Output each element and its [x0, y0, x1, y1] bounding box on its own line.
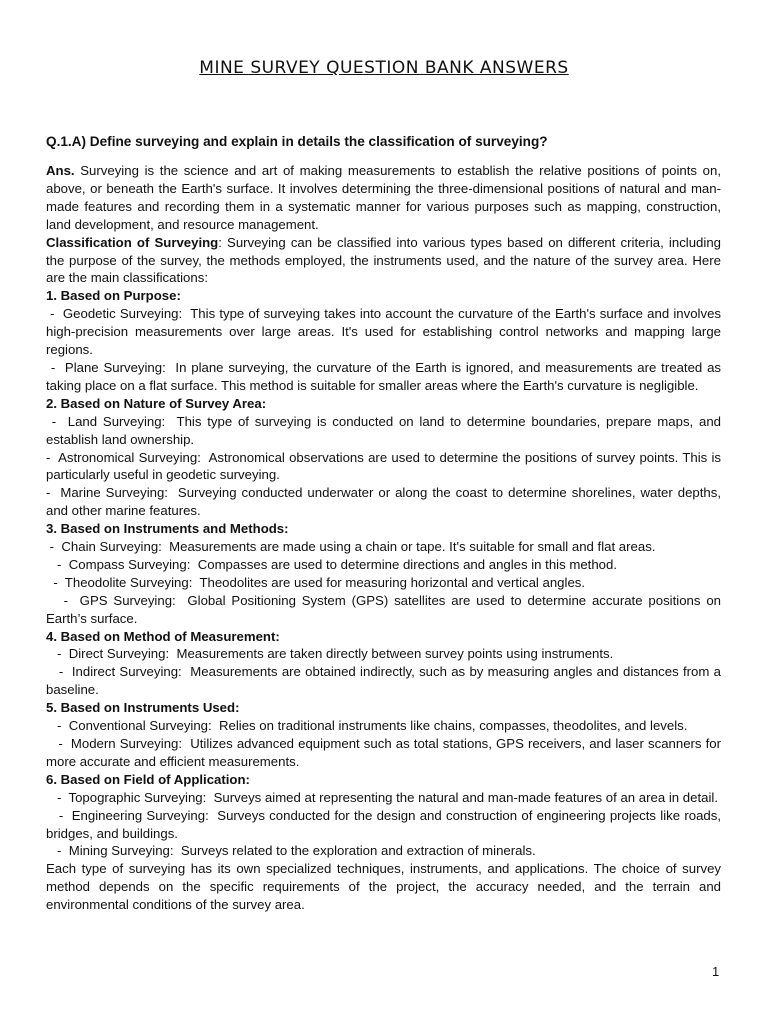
list-item: - Indirect Surveying: Measurements are obtained indirectly, such as by measuring angles and distances from a baseline.: [46, 664, 725, 698]
intro-paragraph: [46, 162, 721, 234]
conclusion-paragraph: Each type of surveying has its own specialized techniques, instruments, and applications. The choice of survey method depends on the specific requirements of the project, the accuracy needed, and the terrain and environmental conditions of the survey area.: [46, 861, 721, 913]
list-item: - Engineering Surveying: Surveys conducted for the design and construction of engineering projects like roads, bridges, and buildings.: [46, 807, 725, 841]
section-heading: 4. Based on Method of Measurement:: [46, 628, 280, 644]
page-number: 1: [712, 964, 720, 979]
list-item: - GPS Surveying: Global Positioning System (GPS) satellites are used to determine accurate positions on Earth’s surface.: [46, 592, 725, 626]
section-heading: 3. Based on Instruments and Methods:: [46, 521, 289, 537]
list-item: - Topographic Surveying: Surveys aimed at representing the natural and man-made features of an area in detail.: [46, 789, 718, 805]
answer-body: [46, 162, 725, 914]
classification-paragraph: [46, 234, 721, 288]
section-heading: 1. Based on Purpose:: [46, 288, 181, 304]
classification-text: : Surveying can be classified into various types based on different criteria, including the purpose of the survey, the methods employed, the instruments used, and the nature of the survey area. Here are the main classifications:: [46, 234, 721, 286]
list-item: - Marine Surveying: Surveying conducted underwater or along the coast to determine shorelines, water depths, and other marine features.: [46, 485, 725, 519]
list-item: - Plane Surveying: In plane surveying, the curvature of the Earth is ignored, and measurements are treated as taking place on a flat surface. This method is suitable for smaller areas where the Earth's curvature is negligible.: [46, 359, 725, 393]
list-item: - Compass Surveying: Compasses are used to determine directions and angles in this method.: [46, 556, 618, 572]
intro-text: Surveying is the science and art of making measurements to establish the relative positions of points on, above, or beneath the Earth's surface. It involves determining the three-dimensional positions of natural and man-made features and recording them in a systematic manner for various purposes such as mapping, construction, land development, and resource management.: [46, 163, 721, 232]
section-heading: 5. Based on Instruments Used:: [46, 700, 240, 716]
list-item: - Theodolite Surveying: Theodolites are used for measuring horizontal and vertical angles.: [46, 574, 586, 590]
list-item: - Mining Surveying: Surveys related to the exploration and extraction of minerals.: [46, 843, 536, 859]
list-item: - Land Surveying: This type of surveying is conducted on land to determine boundaries, prepare maps, and establish land ownership.: [46, 413, 725, 447]
section-heading: 2. Based on Nature of Survey Area:: [46, 395, 267, 411]
list-item: - Astronomical Surveying: Astronomical observations are used to determine the positions of survey points. This is particularly useful in geodetic surveying.: [46, 449, 725, 483]
list-item: - Geodetic Surveying: This type of surveying takes into account the curvature of the Earth's surface and involves high-precision measurements over large areas. It's used for establishing control networks and mapping large regions.: [46, 306, 725, 358]
list-item: - Direct Surveying: Measurements are taken directly between survey points using instruments.: [46, 646, 614, 662]
list-item: - Modern Surveying: Utilizes advanced equipment such as total stations, GPS receivers, and laser scanners for more accurate and efficient measurements.: [46, 736, 725, 769]
section-heading: 6. Based on Field of Application:: [46, 771, 250, 787]
list-item: - Chain Surveying: Measurements are made using a chain or tape. It's suitable for small and flat areas.: [46, 539, 656, 555]
ans-label: Ans.: [46, 163, 75, 178]
list-item: - Conventional Surveying: Relies on traditional instruments like chains, compasses, theodolites, and levels.: [46, 718, 688, 734]
document-title: MINE SURVEY QUESTION BANK ANSWERS: [199, 58, 569, 78]
classification-label: Classification of Surveying: [46, 234, 219, 250]
question-heading: Q.1.A) Define surveying and explain in details the classification of surveying?: [46, 134, 548, 149]
